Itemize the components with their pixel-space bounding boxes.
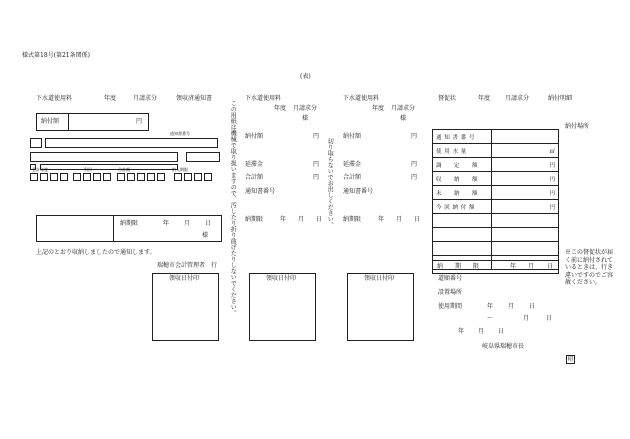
s4-period-label: 使用期間	[438, 303, 463, 310]
side-label: (表)	[300, 73, 311, 80]
s4-due-month: 月	[528, 263, 535, 270]
s1-stamp-box	[152, 273, 219, 341]
table-row: 収 納 額 円	[433, 172, 559, 186]
s3-amount-yen: 円	[411, 133, 418, 140]
s1-notice-no-label: 通知書番号	[170, 131, 190, 136]
s2-stamp-label: 領収日付印	[266, 275, 297, 282]
s4-payment-place: 納付場所	[565, 123, 590, 130]
s4-due-label: 納 期 限	[437, 263, 480, 270]
s2-total-label: 合計額	[245, 174, 264, 181]
s2-delay-label: 延滞金	[245, 161, 264, 168]
table-row	[433, 242, 559, 256]
s3-total-yen: 円	[411, 174, 418, 181]
s3-due-year: 年	[378, 216, 385, 223]
s4-period-year: 年	[487, 303, 494, 310]
s3-notice-no-label: 通知書番号	[343, 188, 374, 195]
table-row: 使 用 水 量 ㎥	[433, 144, 559, 158]
table-row: 調 定 額 円	[433, 158, 559, 172]
s4-period-tilde: ～	[487, 315, 494, 322]
s2-due-day: 日	[316, 216, 323, 223]
s3-due-label: 納期限	[343, 216, 362, 223]
s2-sama: 様	[302, 115, 309, 122]
s1-due-label: 納期限	[120, 220, 139, 227]
s4-period-end-month: 月	[523, 315, 530, 322]
s4-mayor: 岐阜県瑞穂市長	[482, 343, 525, 350]
s1-due-year: 年	[163, 220, 170, 227]
s4-issue-day: 日	[498, 328, 505, 335]
s1-title: 下水道使用料	[36, 95, 73, 102]
s3-billing-month: 月請求分	[391, 105, 416, 112]
table-row: 通 知 書 番 号	[433, 130, 559, 144]
s1-sama: 様	[202, 232, 209, 239]
form-number: 様式第18号(第21条関係)	[22, 52, 90, 59]
table-row	[433, 214, 559, 228]
s1-due-day: 日	[205, 220, 212, 227]
s1-mark-box	[30, 138, 42, 148]
s3-stamp-box	[347, 273, 414, 341]
s2-fiscal-year: 年度	[274, 105, 287, 112]
s4-due-year: 年	[510, 263, 517, 270]
s1-billing-month: 月請求分	[133, 95, 158, 102]
table-row: 未 納 額 円	[433, 186, 559, 200]
s4-detail: 納付明細	[548, 95, 573, 102]
s4-location: 設置場所	[438, 289, 463, 296]
s1-amount-yen: 円	[136, 118, 143, 125]
s1-doc-type: 領収済通知書	[176, 95, 213, 102]
s4-period-end-day: 日	[546, 315, 553, 322]
s2-notice-no-label: 通知書番号	[245, 188, 276, 195]
s1-amount-label: 納付額	[41, 118, 60, 125]
s3-due-month: 月	[396, 216, 403, 223]
s1-stamp-label: 領収日付印	[169, 275, 200, 282]
s1-fiscal-year: 年度	[104, 95, 117, 102]
s3-delay-label: 延滞金	[343, 161, 362, 168]
s1-col2: 科目	[84, 167, 92, 172]
s3-stamp-label: 領収日付印	[364, 275, 395, 282]
s3-due-day: 日	[414, 216, 421, 223]
s3-delay-yen: 円	[411, 161, 418, 168]
s2-title: 下水道使用料	[245, 95, 282, 102]
s4-due-day: 日	[547, 263, 554, 270]
s3-title: 下水道使用料	[343, 95, 380, 102]
s4-title: 督促状	[438, 95, 457, 102]
s2-total-yen: 円	[313, 174, 320, 181]
s1-col1: 会計年度	[32, 167, 48, 172]
no-cut-notice: 切り取らないでお出しください。	[326, 138, 334, 228]
s4-fiscal-year: 年度	[478, 95, 491, 102]
s1-col4: 納入期限	[172, 167, 188, 172]
table-row	[433, 228, 559, 242]
s4-issue-month: 月	[478, 328, 485, 335]
s2-billing-month: 月請求分	[293, 105, 318, 112]
s3-fiscal-year: 年度	[372, 105, 385, 112]
s4-billing-month: 月請求分	[505, 95, 530, 102]
s4-period-month: 月	[508, 303, 515, 310]
machine-handling-notice: この用紙は機械で取り扱いますので、汚したり折り曲げたりしないでください。	[229, 100, 237, 316]
s4-period-day: 日	[529, 303, 536, 310]
s2-due-month: 月	[298, 216, 305, 223]
s3-amount-label: 納付額	[343, 133, 362, 140]
s4-issue-year: 年	[458, 328, 465, 335]
s4-note: ※この督促状が届く前に納付されているときは、行き違いですのでご容赦ください。	[565, 249, 614, 286]
s3-sama: 様	[400, 115, 407, 122]
s2-stamp-box	[249, 273, 316, 341]
s1-ocr-line	[30, 152, 178, 162]
table-row: 今 回 納 付 額 円	[433, 200, 559, 214]
s4-meter-no: 道順番号	[438, 275, 463, 282]
s1-notice-no-strip	[45, 138, 218, 148]
s2-amount-yen: 円	[313, 133, 320, 140]
s2-delay-yen: 円	[313, 161, 320, 168]
s2-amount-label: 納付額	[245, 133, 264, 140]
s1-col3: 合計額	[118, 167, 130, 172]
s4-seal: 印	[567, 356, 574, 363]
s4-detail-table	[432, 129, 559, 270]
s2-due-label: 納期限	[245, 216, 264, 223]
s1-recipient: 瑞穂市会計管理者 行	[157, 262, 218, 269]
s3-total-label: 合計額	[343, 174, 362, 181]
s1-ocr-tail	[186, 152, 220, 162]
s1-receipt-text: 上記のとおり収納しましたので通知します。	[36, 249, 156, 256]
s2-due-year: 年	[280, 216, 287, 223]
s1-due-month: 月	[184, 220, 191, 227]
